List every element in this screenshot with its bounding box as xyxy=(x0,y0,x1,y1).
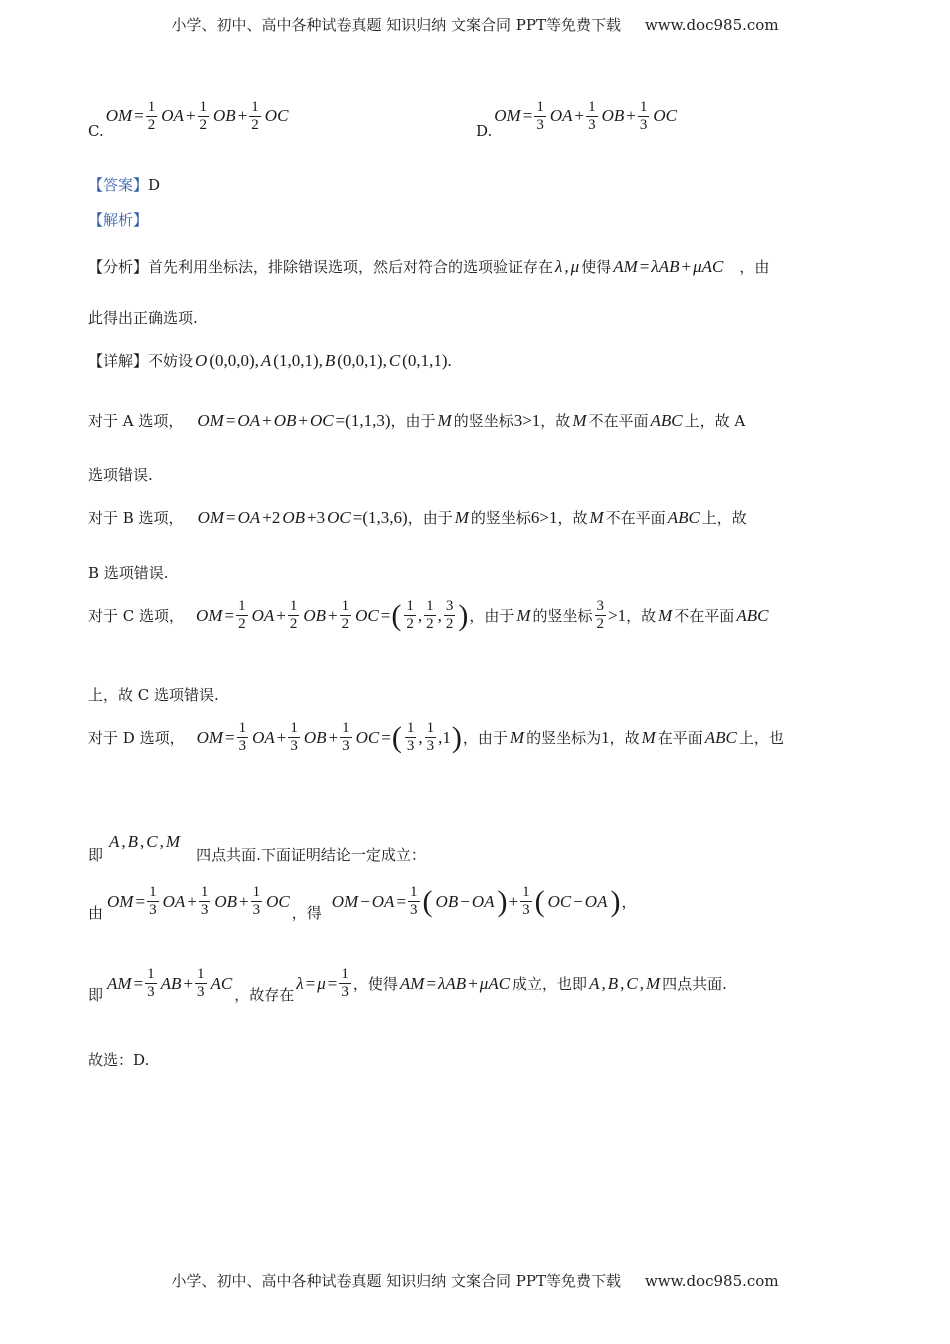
opt-d-mid: ，由于 xyxy=(462,729,508,747)
opt-a-line2 xyxy=(88,464,153,485)
ji2-pre: 即 xyxy=(88,986,104,1004)
xiangjie-tag: 【详解】 xyxy=(88,352,149,370)
fenxi-text2: 使得 xyxy=(581,258,612,276)
you-line: 由 OM = $\frac{1}{3}$ OA + $\frac{1}{3}$ OB + $\frac{1}{3}$ OC ，得 OM − OA = $\frac{1}{3}$ ( OB − OA ) + $\frac{1}{3}$ ( OC − OA ) ， xyxy=(88,884,637,922)
conclusion: 故选：D. xyxy=(88,1051,150,1069)
opt-b-prefix: 对于 B 选项， xyxy=(88,509,184,527)
opt-a-mid4: 不在平面 xyxy=(588,412,649,430)
opt-b-next: B 选项错误. xyxy=(88,564,169,582)
footer-title: 小学、初中、高中各种试卷真题 知识归纳 文案合同 PPT等免费下载 xyxy=(171,1272,621,1290)
you-mid: ，得 xyxy=(291,904,322,922)
opt-a-next: 选项错误. xyxy=(88,466,153,484)
opt-b-end: 上，故 xyxy=(701,509,747,527)
opt-c-next: 上，故 C 选项错误. xyxy=(88,686,219,704)
ji2-mid2: ，使得 xyxy=(352,975,398,993)
fenxi-text4: 此得出正确选项. xyxy=(88,309,198,327)
opt-b-mid2: 的竖坐标 xyxy=(470,509,531,527)
opt-a-line: 对于 A 选项， OM = OA + OB + OC =(1,1,3) ，由于 M 的竖坐标 3>1 ，故 M 不在平面 ABC 上，故 A xyxy=(88,410,746,430)
opt-b-line: 对于 B 选项， OM = OA +2 OB +3 OC =(1,3,6) ，由于 M 的竖坐标 6>1 ，故 M 不在平面 ABC 上，故 xyxy=(88,507,747,527)
opt-b-line2 xyxy=(88,562,169,583)
opt-c-mid: ，由于 xyxy=(469,607,515,625)
option-d-label: D. xyxy=(476,122,493,140)
answer-value: D xyxy=(148,175,161,194)
option-d: D. OM = $\frac{1}{3}$ OA + $\frac{1}{3}$ OB + $\frac{1}{3}$ OC xyxy=(476,98,677,140)
opt-b-mid4: 不在平面 xyxy=(605,509,666,527)
opt-c-mid4: 不在平面 xyxy=(674,607,735,625)
ji2-mid: ，故存在 xyxy=(234,986,295,1004)
opt-a-mid2: 的竖坐标 xyxy=(453,412,514,430)
opt-a-mid: ，由于 xyxy=(390,412,436,430)
analysis-line xyxy=(88,209,148,230)
option-c-label: C. xyxy=(88,122,104,140)
opt-c-prefix: 对于 C 选项， xyxy=(88,607,185,625)
ji1-post: 四点共面.下面证明结论一定成立： xyxy=(196,846,426,864)
opt-d-mid4: 在平面 xyxy=(657,729,703,747)
opt-d-mid2: 的竖坐标为 xyxy=(526,729,602,747)
opt-d-end: 上，也 xyxy=(738,729,784,747)
ji1-pre: 即 xyxy=(88,846,104,864)
page-header xyxy=(0,14,950,35)
fenxi-text3: ，由 xyxy=(739,258,770,276)
opt-d-mid3: ，故 xyxy=(609,729,640,747)
ji2-end2: 四点共面. xyxy=(662,975,727,993)
conclusion-line xyxy=(88,1049,149,1070)
opt-c-line2 xyxy=(88,684,219,705)
opt-d-prefix: 对于 D 选项， xyxy=(88,729,185,747)
ji2-end: 成立，也即 xyxy=(512,975,588,993)
opt-c-mid3: ，故 xyxy=(626,607,657,625)
ji2-line: 即 AM = $\frac{1}{3}$ AB + $\frac{1}{3}$ AC ，故存在 λ = μ = $\frac{1}{3}$ ，使得 AM = λAB + μAC 成立，也即 A , B , C , M 四点共面. xyxy=(88,966,727,1004)
opt-a-end: 上，故 A xyxy=(684,412,746,430)
fenxi-line2 xyxy=(88,307,198,328)
opt-b-mid3: ，故 xyxy=(557,509,588,527)
answer-line xyxy=(88,174,160,195)
opt-b-mid: ，由于 xyxy=(407,509,453,527)
fenxi-text1: 首先利用坐标法，排除错误选项，然后对符合的选项验证存在 xyxy=(148,258,554,276)
xiangjie-line: 【详解】 不妨设 O (0,0,0), A (1,0,1), B (0,0,1), C (0,1,1). xyxy=(88,350,452,370)
header-url[interactable]: www.doc985.com xyxy=(644,16,779,34)
fenxi-tag: 【分析】 xyxy=(88,258,149,276)
header-title: 小学、初中、高中各种试卷真题 知识归纳 文案合同 PPT等免费下载 xyxy=(171,16,621,34)
xiangjie-text: 不妨设 xyxy=(148,352,194,370)
opt-d-line: 对于 D 选项， OM = $\frac{1}{3}$ OA + $\frac{1}{3}$ OB + $\frac{1}{3}$ OC = ( $\frac{1}{3}$ , $\frac{1}{3}$ ,1 ) ，由于 M 的竖坐标为 1 ，故 M 在平面 ABC 上，也 xyxy=(88,720,784,754)
analysis-tag: 【解析】 xyxy=(88,211,149,229)
opt-a-prefix: 对于 A 选项， xyxy=(88,412,184,430)
opt-a-mid3: ，故 xyxy=(540,412,571,430)
opt-c-mid2: 的竖坐标 xyxy=(532,607,593,625)
opt-c-line: 对于 C 选项， OM = $\frac{1}{2}$ OA + $\frac{1}{2}$ OB + $\frac{1}{2}$ OC = ( $\frac{1}{2}$ , $\frac{1}{2}$ , $\frac{3}{2}$ ) ，由于 M 的竖坐标 $\frac{3}{2}$ >1 ，故 M 不在平面 ABC xyxy=(88,598,769,632)
answer-tag: 【答案】 xyxy=(88,176,149,194)
you-end: ， xyxy=(621,893,637,911)
ji1-line: 即 A , B , C , M 四点共面.下面证明结论一定成立： xyxy=(88,831,426,864)
footer-url[interactable]: www.doc985.com xyxy=(644,1272,779,1290)
fenxi-line: 【分析】 首先利用坐标法，排除错误选项，然后对符合的选项验证存在 λ , μ 使得 AM = λAB + μAC ，由 xyxy=(88,256,770,276)
option-c: C. OM = $\frac{1}{2}$ OA + $\frac{1}{2}$ OB + $\frac{1}{2}$ OC xyxy=(88,98,289,140)
page-footer xyxy=(0,1270,950,1291)
you-pre: 由 xyxy=(88,904,104,922)
